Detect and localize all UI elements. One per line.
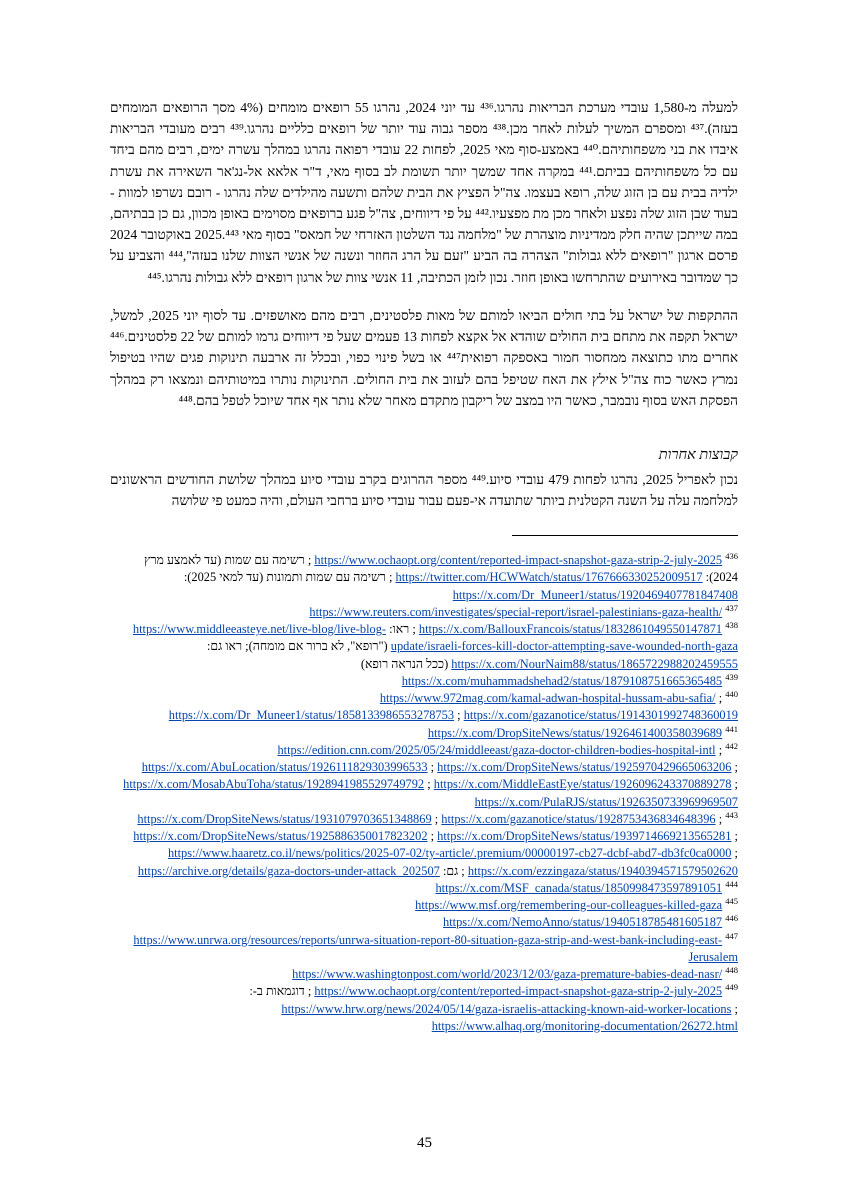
footnote-number: 445 [725,895,738,906]
footnote-text[interactable]: https://x.com/BallouxFrancois/status/1832861049550147871 ; ראו: https://www.middleeasteye.net/live-blog/live-blog-update/israeli-forces-kill-doctor-attempting-save-wounded-north-gaza ("רופא", לא ברור אם מומחה); ראו גם: https://x.com/NourNaim88/status/1865722988202459555 (ככל הנראה רופא) [132,622,738,671]
paragraph-text: למעלה מ-1,580 עובדי מערכת הבריאות נהרגו.⁴³⁶ עד יוני 2024, נהרגו 55 רופאים מומחים (4% מסך הרופאים המומחים בעזה).⁴³⁷ ומספרם המשיך לעלות לאחר מכן.⁴³⁸ מספר גבוה עוד יותר של רופאים כלליים נהרגו.⁴³⁹ רבים מעובדי הבריאות איבדו את בני משפחותיהם.⁴⁴⁰ באמצע-סוף מאי 2025, לפחות 22 עובדי רפואה נהרגו במהלך עשרה ימים, רבים מהם ביחד עם כל משפחותיהם בביתם.⁴⁴¹ במקרה אחד שמשך יותר תשומת לב בסוף מאי, ד"ר אלאא אל-נג'אר השאירה את עשרת ילדיה בבית עם בן הזוג שלה, רופא בעצמו. צה"ל הפציץ את הבית שלהם ותשעה מהילדים שלה נהרגו - רובם נשרפו למוות - בעוד שבן הזוג שלה נפצע ולאחר מכן מת מפצעיו.⁴⁴² על פי דיווחים, צה"ל פגע ברופאים מסוימים באופן מכוון, גם כן בבתיהם, במה שייתכן שהיה חלק ממדיניות מוצהרת של "מלחמה נגד השלטון האזרחי של חמאס" בסוף מאי 2025.⁴⁴³ באוקטובר 2024 פרסם ארגון "רופאים ללא גבולות" הצהרה בה הביע "זעם על הרג החוזר ונשנה של אנשי הצוות שלנו בעזה",⁴⁴⁴ והצביע על כך שמדובר באירועים שהתרחשו באופן חוזר. נכון לזמן הכתיבה, 11 אנשי צוות של ארגון רופאים ללא גבולות נהרגו.⁴⁴⁵ [110,100,738,285]
footnote-text[interactable]: https://www.reuters.com/investigates/special-report/israel-palestinians-gaza-health/ [309,604,723,619]
footnote-445 [110,897,738,914]
footnote-text[interactable]: https://www.ochaopt.org/content/reported-impact-snapshot-gaza-strip-2-july-2025 ; דוגמאות ב-: https://www.hrw.org/news/2024/05/14/gaza-israelis-attacking-known-aid-worker-locations ; https://www.alhaq.org/monitoring-documentation/26272.html [249,984,738,1033]
body-paragraph-1 [110,97,738,288]
footnote-number: 447 [725,930,738,941]
footnote-448 [110,966,738,983]
footnote-text[interactable]: https://www.ochaopt.org/content/reported-impact-snapshot-gaza-strip-2-july-2025 ; רשימה עם שמות (עד לאמצע מרץ 2024): https://twitter.com/HCWWatch/status/1767666330252009517 ; רשימה עם שמות ותמונות (עד למאי 2025): https://x.com/Dr_Muneer1/status/1920469407781847408 [144,553,738,602]
page-number: 45 [417,1135,432,1151]
footnotes-list [110,552,738,1035]
footnote-443 [110,811,738,880]
body-paragraph-3 [110,469,738,511]
paragraph-text: ההתקפות של ישראל על בתי חולים הביאו למותם של מאות פלסטינים, רבים מהם מאושפזים. עד לסוף יוני 2025, למשל, ישראל תקפה את מתחם בית החולים שוהדא אל אקצא לפחות 13 פעמים שעל פי דיווחים גרמו למותם של 22 פלסטינים.⁴⁴⁶ אחרים מתו כתוצאה ממחסור חמור באספקה רפואית⁴⁴⁷ או בשל פינוי כפוי, ובכלל זה ארבעה תינוקות פגים שהיו בטיפול נמרץ כאשר כוח צה"ל אילץ את האח שטיפל בהם לעזוב את בית החולים. התינוקות נותרו במיטותיהם ונמצאו רק במהלך הפסקת האש בסוף נובמבר, כאשר היו במצב של ריקבון מתקדם מאחר שלא נותר אף אחד שיוכל לטפל בהם.⁴⁴⁸ [110,308,738,408]
footnote-439 [110,673,738,690]
footnote-449 [110,983,738,1035]
footnote-separator [512,535,738,536]
footnote-number: 444 [725,878,738,889]
footnote-text[interactable]: https://x.com/MSF_canada/status/1850998473597891051 [435,880,723,895]
footnote-441 [110,725,738,742]
footnote-438 [110,621,738,673]
footnote-number: 438 [725,619,738,630]
footnote-number: 440 [725,688,738,699]
footnote-text[interactable]: https://www.msf.org/remembering-our-colleagues-killed-gaza [415,898,723,912]
footnote-text[interactable]: https://edition.cnn.com/2025/05/24/middleeast/gaza-doctor-children-bodies-hospital-intl ; https://x.com/AbuLocation/status/1926111829303996533 ; https://x.com/DropSiteNews/status/1925970429665063206 ; https://x.com/MosabAbuToha/status/1928941985529749792 ; https://x.com/MiddleEastEye/status/1926096243370889278 ; https://x.com/PulaRJS/status/1926350733969969507 [123,742,738,809]
footnote-number: 436 [725,550,738,561]
body-paragraph-2 [110,305,738,411]
footnote-444 [110,880,738,897]
footnote-number: 448 [725,964,738,975]
footnote-436 [110,552,738,604]
footnote-number: 449 [725,982,738,993]
paragraph-text: נכון לאפריל 2025, נהרגו לפחות 479 עובדי סיוע.⁴⁴⁹ מספר ההרוגים בקרב עובדי סיוע במהלך שלושת החודשים הראשונים למלחמה עלה על השנה הקטלנית ביותר שתועדה אי-פעם עבור עובדי סיוע ברחבי העולם, והיה כמעט פי שלושה [110,472,739,509]
footnote-446 [110,914,738,931]
section-heading: קבוצות אחרות [658,447,738,463]
footnote-number: 446 [725,913,738,924]
footnote-number: 437 [725,602,738,613]
footnote-442 [110,742,738,811]
footnote-text[interactable]: https://www.972mag.com/kamal-adwan-hospital-hussam-abu-safia/ ; https://x.com/Dr_Muneer1/status/1858133986553278753 ; https://x.com/gazanotice/status/1914301992748360019 [168,691,738,723]
footnote-text[interactable]: https://x.com/DropSiteNews/status/1926461400358039689 [427,725,723,740]
footnote-440 [110,690,738,725]
footnote-number: 439 [725,671,738,682]
footnote-447 [110,932,738,967]
footnote-text[interactable]: https://x.com/muhammadshehad2/status/1879108751665365485 [401,673,723,688]
footnote-text[interactable]: https://x.com/NemoAnno/status/1940518785481605187 [443,915,723,930]
footnote-number: 443 [725,809,738,820]
footnote-text[interactable]: https://www.washingtonpost.com/world/2023/12/03/gaza-premature-babies-dead-nasr/ [292,967,723,981]
footnote-number: 441 [725,723,738,734]
footnote-number: 442 [725,740,738,751]
footnote-text[interactable]: https://www.unrwa.org/resources/reports/unrwa-situation-report-80-situation-gaza-strip-and-west-bank-including-east-Jerusalem [133,932,738,964]
footnote-437 [110,604,738,621]
footnote-text[interactable]: https://x.com/DropSiteNews/status/1931079703651348869 ; https://x.com/gazanotice/status/1928753436834648396 ; https://x.com/DropSiteNews/status/1925886350017823202 ; https://x.com/DropSiteNews/status/1939714669213565281 ; https://www.haaretz.co.il/news/politics/2025-07-02/ty-article/.premium/00000197-cb27-dcbf-abd7-db3fc0ca0000 ; https://x.com/ezzingaza/status/1940394571579502620 ; גם: https://archive.org/details/gaza-doctors-under-attack_202507 [133,811,738,878]
